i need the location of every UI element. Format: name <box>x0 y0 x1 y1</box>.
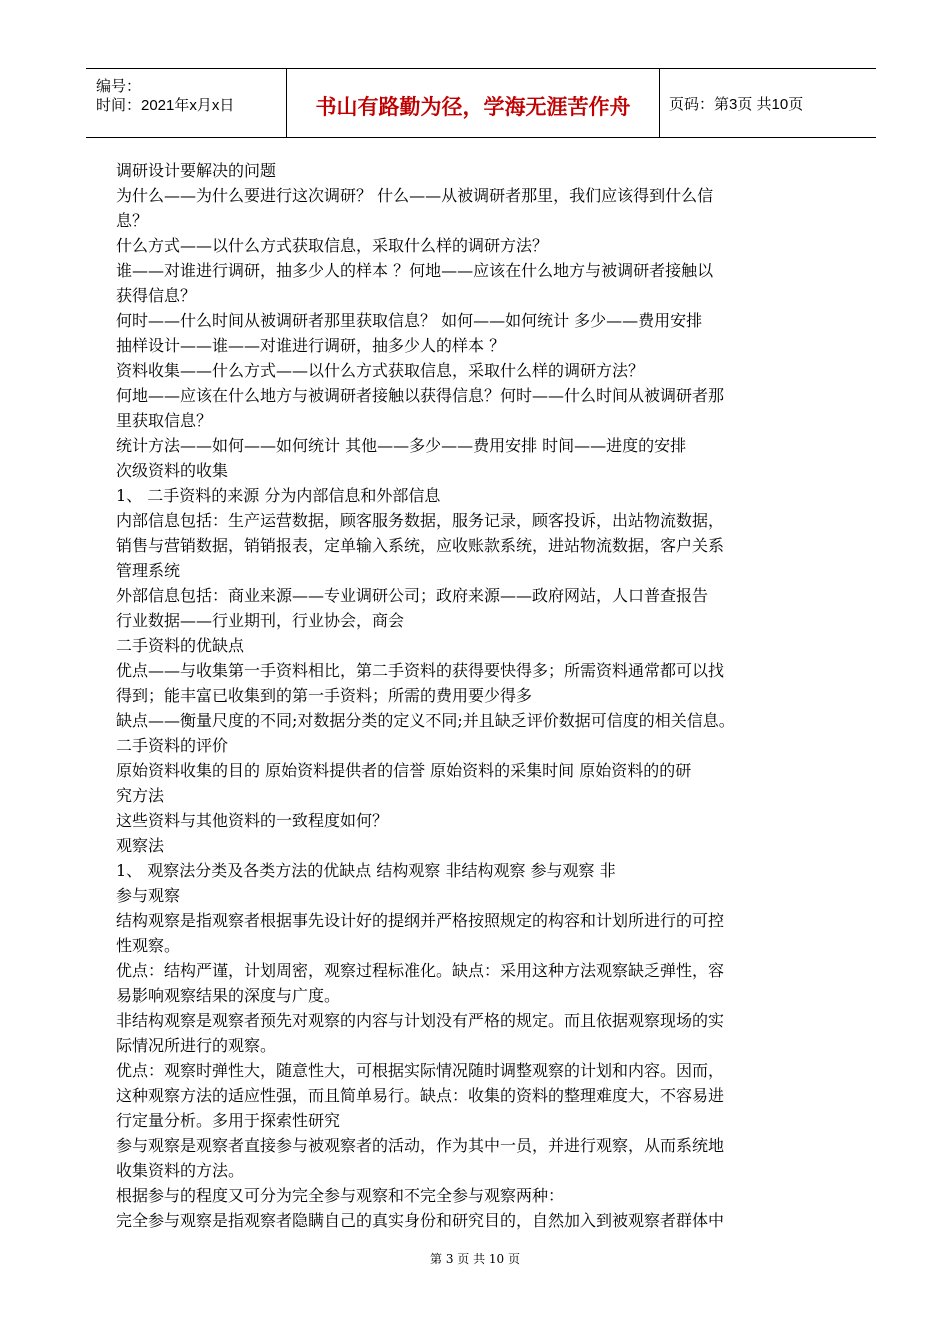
body-text-line: 优点：结构严谨，计划周密，观察过程标准化。缺点：采用这种方法观察缺乏弹性，容 <box>116 961 725 980</box>
body-text-line: 资料收集——什么方式——以什么方式获取信息，采取什么样的调研方法？ <box>116 361 645 380</box>
body-text-line: 非结构观察是观察者预先对观察的内容与计划没有严格的规定。而且依据观察现场的实 <box>116 1011 725 1030</box>
page-header <box>86 68 876 138</box>
motto: 书山有路勤为径，学海无涯苦作舟 <box>315 95 631 119</box>
body-text-line: 原始资料收集的目的 原始资料提供者的信誉 原始资料的采集时间 原始资料的的研 <box>116 761 692 780</box>
body-text-line: 得到；能丰富已收集到的第一手资料；所需的费用要少得多 <box>116 686 533 705</box>
body-text-line: 收集资料的方法。 <box>116 1161 245 1180</box>
body-text-line: 缺点——衡量尺度的不同;对数据分类的定义不同;并且缺乏评价数据可信度的相关信息。 <box>116 711 735 730</box>
body-text-line: 获得信息？ <box>116 286 197 305</box>
document-number-label: 编号： <box>96 78 142 95</box>
body-text-line: 际情况所进行的观察。 <box>116 1036 277 1055</box>
body-text-line: 什么方式——以什么方式获取信息，采取什么样的调研方法？ <box>116 236 549 255</box>
document-date-label: 时间：2021年x月x日 <box>96 97 235 114</box>
body-text-line: 抽样设计——谁——对谁进行调研，抽多少人的样本 ？ <box>116 336 506 355</box>
body-text-line: 性观察。 <box>116 936 181 955</box>
header-meta-cell <box>86 69 286 137</box>
body-text-line: 里获取信息？ <box>116 411 213 430</box>
body-text-line: 优点：观察时弹性大，随意性大，可根据实际情况随时调整观察的计划和内容。因而， <box>116 1061 725 1080</box>
body-text-line: 1、 观察法分类及各类方法的优缺点 结构观察 非结构观察 参与观察 非 <box>116 861 616 880</box>
body-text-line: 何时——什么时间从被调研者那里获取信息？ 如何——如何统计 多少——费用安排 <box>116 311 703 330</box>
body-text-line: 统计方法——如何——如何统计 其他——多少——费用安排 时间——进度的安排 <box>116 436 687 455</box>
body-text-line: 谁——对谁进行调研，抽多少人的样本 ？何地——应该在什么地方与被调研者接触以 <box>116 261 714 280</box>
header-motto-cell <box>286 69 660 137</box>
body-text-line: 内部信息包括：生产运营数据，顾客服务数据，服务记录，顾客投诉，出站物流数据， <box>116 511 725 530</box>
body-text-line: 参与观察是观察者直接参与被观察者的活动，作为其中一员，并进行观察，从而系统地 <box>116 1136 725 1155</box>
page-footer: 第 3 页 共 10 页 <box>430 1252 520 1266</box>
body-text-line: 销售与营销数据，销销报表，定单输入系统，应收账款系统，进站物流数据，客户关系 <box>116 536 725 555</box>
page-number-label: 页码：第3页 共10页 <box>669 96 804 113</box>
body-text-line: 二手资料的评价 <box>116 736 229 755</box>
body-text-line: 易影响观察结果的深度与广度。 <box>116 986 341 1005</box>
body-text-line: 参与观察 <box>116 886 181 905</box>
body-text-line: 为什么——为什么要进行这次调研？ 什么——从被调研者那里，我们应该得到什么信 <box>116 186 714 205</box>
body-text-line: 究方法 <box>116 786 165 805</box>
body-text-line: 行业数据——行业期刊，行业协会，商会 <box>116 611 405 630</box>
body-text-line: 完全参与观察是指观察者隐瞒自己的真实身份和研究目的，自然加入到被观察者群体中 <box>116 1211 725 1230</box>
body-text-line: 息？ <box>116 211 149 230</box>
body-text-line: 结构观察是指观察者根据事先设计好的提纲并严格按照规定的构容和计划所进行的可控 <box>116 911 725 930</box>
body-text-line: 1、 二手资料的来源 分为内部信息和外部信息 <box>116 486 441 505</box>
body-text-line: 何地——应该在什么地方与被调研者接触以获得信息？何时——什么时间从被调研者那 <box>116 386 725 405</box>
body-text-line: 根据参与的程度又可分为完全参与观察和不完全参与观察两种： <box>116 1186 565 1205</box>
body-text-line: 二手资料的优缺点 <box>116 636 245 655</box>
body-text-line: 这种观察方法的适应性强，而且简单易行。缺点：收集的资料的整理难度大，不容易进 <box>116 1086 725 1105</box>
body-text-line: 这些资料与其他资料的一致程度如何？ <box>116 811 389 830</box>
body-text-line: 外部信息包括：商业来源——专业调研公司；政府来源——政府网站，人口普查报告 <box>116 586 709 605</box>
body-text-line: 管理系统 <box>116 561 181 580</box>
header-page-cell <box>659 69 876 137</box>
body-text-line: 观察法 <box>116 836 165 855</box>
body-text-line: 优点——与收集第一手资料相比，第二手资料的获得要快得多；所需资料通常都可以找 <box>116 661 725 680</box>
body-text-line: 行定量分析。多用于探索性研究 <box>116 1111 341 1130</box>
body-text-line: 次级资料的收集 <box>116 461 229 480</box>
body-text-line: 调研设计要解决的问题 <box>116 161 277 180</box>
document-body <box>116 158 856 1233</box>
